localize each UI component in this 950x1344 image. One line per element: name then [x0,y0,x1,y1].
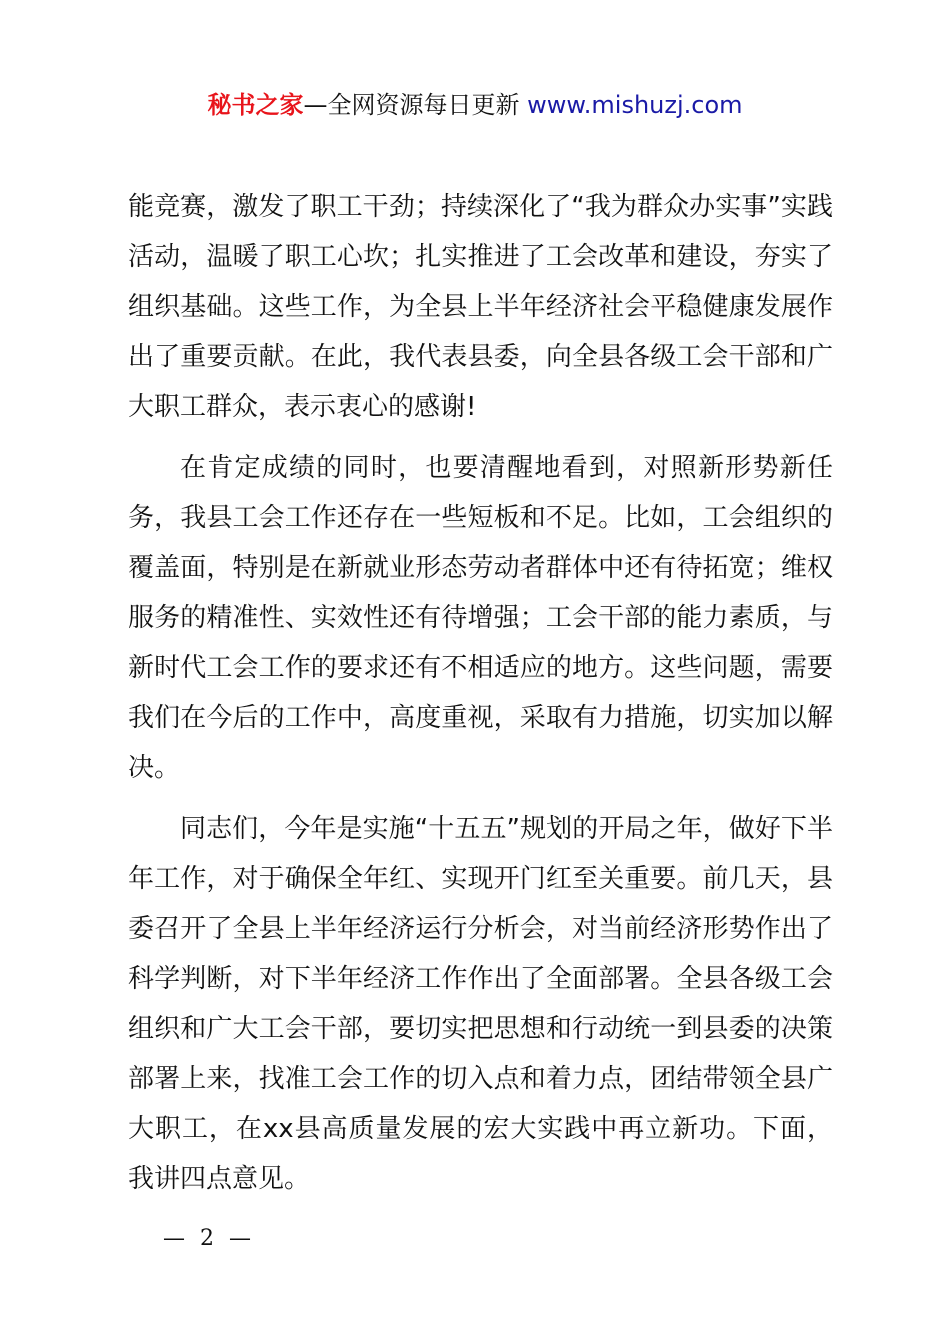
header-slogan: —全网资源每日更新 [303,91,520,119]
paragraph-second-half-work: 同志们，今年是实施“十五五”规划的开局之年，做好下半年工作，对于确保全年红、实现开门红至关重要。前几天，县委召开了全县上半年经济运行分析会，对当前经济形势作出了科学判断，对下半年经济工作作出了全面部署。全县各级工会组织和广大工会干部，要切实把思想和行动统一到县委的决策部署上来，找准工会工作的切入点和着力点，团结带领全县广大职工，在xx县高质量发展的宏大实践中再立新功。下面，我讲四点意见。 [128,814,833,1194]
paragraph-shortcomings: 在肯定成绩的同时，也要清醒地看到，对照新形势新任务，我县工会工作还存在一些短板和不足。比如，工会组织的覆盖面，特别是在新就业形态劳动者群体中还有待拓宽；维权服务的精准性、实效性还有待增强；工会干部的能力素质，与新时代工会工作的要求还有不相适应的地方。这些问题，需要我们在今后的工作中，高度重视，采取有力措施，切实加以解决。 [128,453,833,783]
site-header [0,88,950,122]
brand-name: 秘书之家 [207,91,304,119]
site-url[interactable]: www.mishuzj.com [527,91,743,119]
page-number: — 2 — [163,1226,255,1251]
paragraph-continuation: 能竞赛，激发了职工干劲；持续深化了“我为群众办实事”实践活动，温暖了职工心坎；扎实推进了工会改革和建设，夯实了组织基础。这些工作，为全县上半年经济社会平稳健康发展作出了重要贡献。在此，我代表县委，向全县各级工会干部和广大职工群众，表示衷心的感谢! [128,192,833,422]
document-body [128,182,833,1204]
